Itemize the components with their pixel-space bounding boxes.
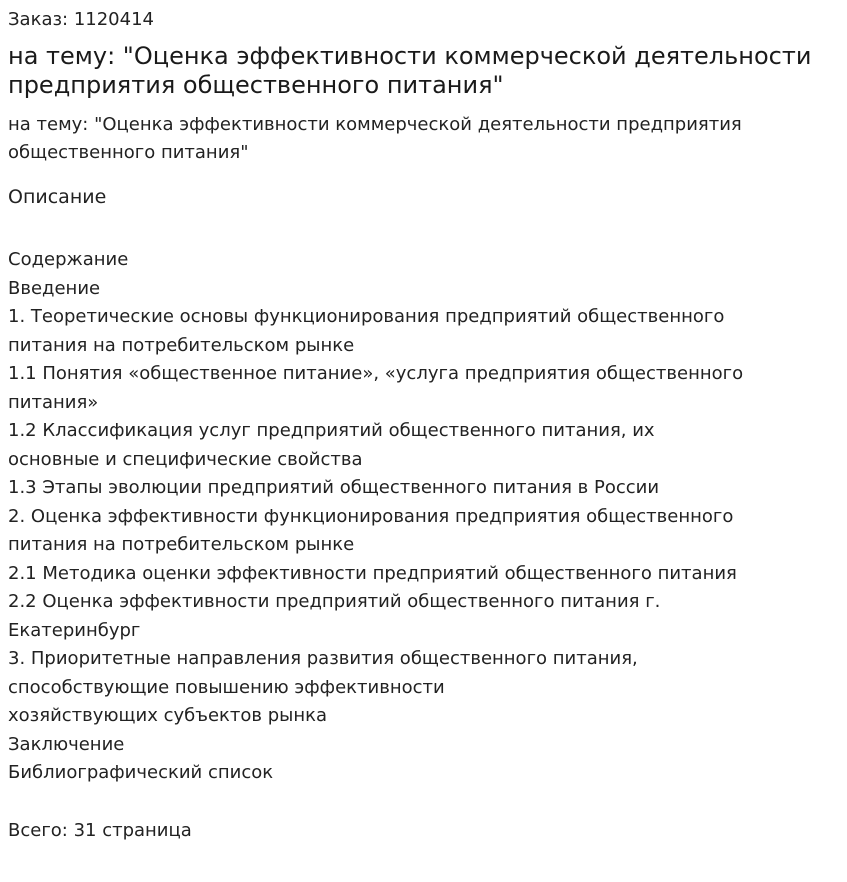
page-title: на тему: "Оценка эффективности коммерческой деятельности предприятия общественного питания": [8, 42, 812, 99]
toc-item-bibliography: Библиографический список: [8, 762, 274, 783]
toc-item-chapter-2: 2. Оценка эффективности функционирования предприятия общественного питания на потребительском рынке: [8, 505, 734, 555]
toc-item-chapter-3: 3. Приоритетные направления развития общественного питания, способствующие повышению эффективности хозяйствующих субъектов рынка: [8, 648, 638, 726]
page-subtitle: на тему: "Оценка эффективности коммерческой деятельности предприятия общественного питания": [8, 114, 742, 163]
table-of-contents: [8, 246, 839, 788]
description-heading: Описание: [8, 186, 107, 208]
toc-item-conclusion: Заключение: [8, 733, 125, 755]
toc-item-1-1: 1.1 Понятия «общественное питание», «услуга предприятия общественного питания»: [8, 363, 744, 413]
toc-item-2-1: 2.1 Методика оценки эффективности предприятий общественного питания: [8, 562, 737, 584]
toc-item-chapter-1: 1. Теоретические основы функционирования предприятий общественного питания на потребительском рынке: [8, 306, 725, 356]
toc-item-1-2: 1.2 Классификация услуг предприятий общественного питания, их основные и специфические свойства: [8, 420, 655, 470]
page-count: Всего: 31 страница: [8, 819, 192, 841]
toc-item-introduction: Введение: [8, 277, 101, 299]
toc-item-2-2: 2.2 Оценка эффективности предприятий общественного питания г. Екатеринбург: [8, 591, 661, 641]
toc-item-1-3: 1.3 Этапы эволюции предприятий общественного питания в России: [8, 477, 660, 498]
toc-heading: Содержание: [8, 249, 129, 270]
order-number: Заказ: 1120414: [8, 9, 154, 30]
